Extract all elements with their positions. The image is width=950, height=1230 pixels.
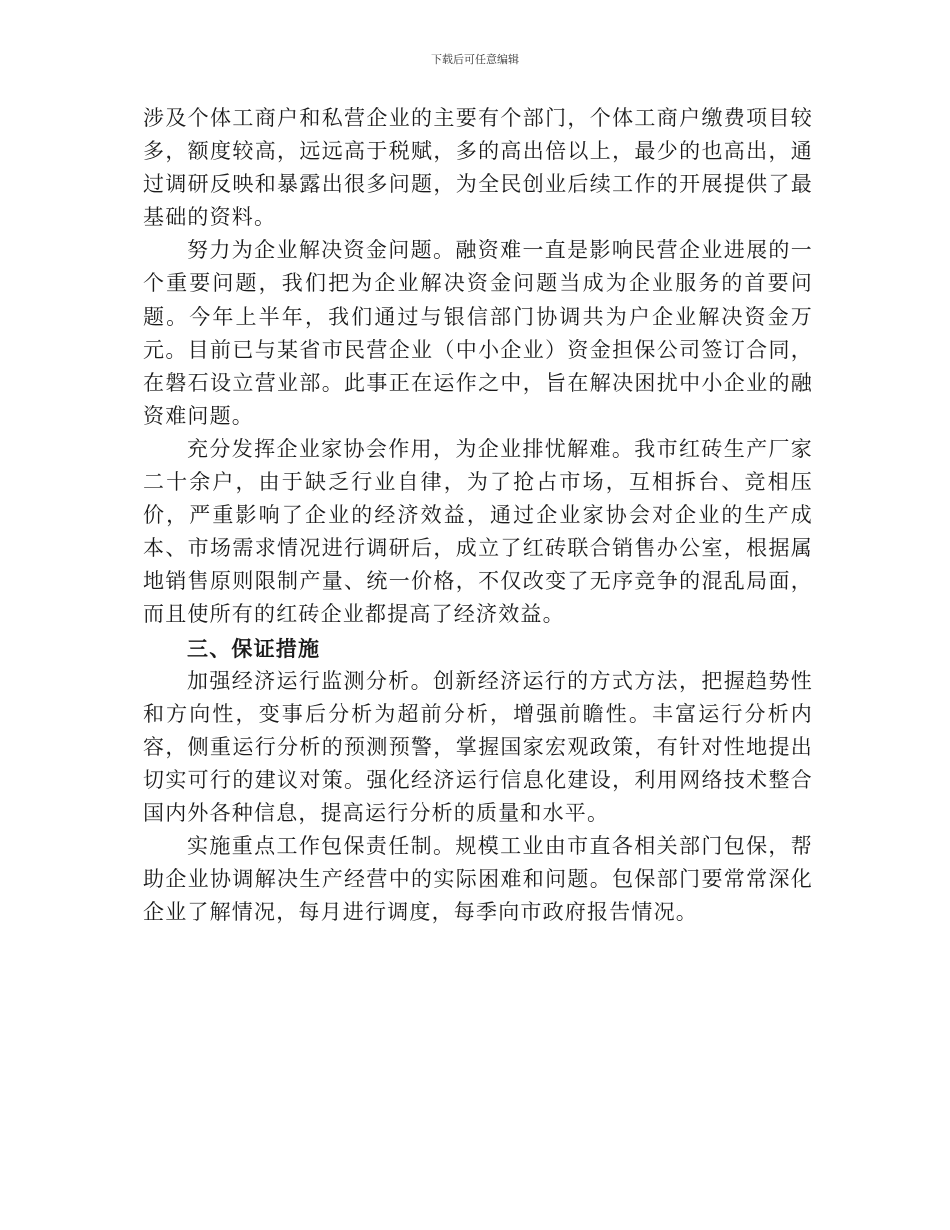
paragraph-5: 实施重点工作包保责任制。规模工业由市直各相关部门包保，帮助企业协调解决生产经营中的实际困难和问题。包保部门要常常深化企业了解情况，每月进行调度，每季向市政府报告情况。: [143, 834, 813, 925]
page-header: 下载后可任意编辑: [431, 53, 519, 66]
paragraph-4: 加强经济运行监测分析。创新经济运行的方式方法，把握趋势性和方向性，变事后分析为超前分析，增强前瞻性。丰富运行分析内容，侧重运行分析的预测预警，掌握国家宏观政策，有针对性地提出切实可行的建议对策。强化经济运行信息化建设，利用网络技术整合国内外各种信息，提高运行分析的质量和水平。: [143, 668, 813, 825]
paragraph-3: 充分发挥企业家协会作用，为企业排忧解难。我市红砖生产厂家二十余户，由于缺乏行业自律，为了抢占市场，互相拆台、竞相压价，严重影响了企业的经济效益，通过企业家协会对企业的生产成本、市场需求情况进行调研后，成立了红砖联合销售办公室，根据属地销售原则限制产量、统一价格，不仅改变了无序竞争的混乱局面，而且使所有的红砖企业都提高了经济效益。: [143, 436, 813, 627]
section-heading: 三、保证措施: [187, 635, 321, 661]
paragraph-1: 涉及个体工商户和私营企业的主要有个部门，个体工商户缴费项目较多，额度较高，远远高于税赋，多的高出倍以上，最少的也高出，通过调研反映和暴露出很多问题，为全民创业后续工作的开展提供了最基础的资料。: [143, 106, 813, 230]
paragraph-2: 努力为企业解决资金问题。融资难一直是影响民营企业进展的一个重要问题，我们把为企业解决资金问题当成为企业服务的首要问题。今年上半年，我们通过与银信部门协调共为户企业解决资金万元。目前已与某省市民营企业（中小企业）资金担保公司签订合同，在磐石设立营业部。此事正在运作之中，旨在解决困扰中小企业的融资难问题。: [143, 238, 813, 428]
document-body: [143, 102, 813, 929]
